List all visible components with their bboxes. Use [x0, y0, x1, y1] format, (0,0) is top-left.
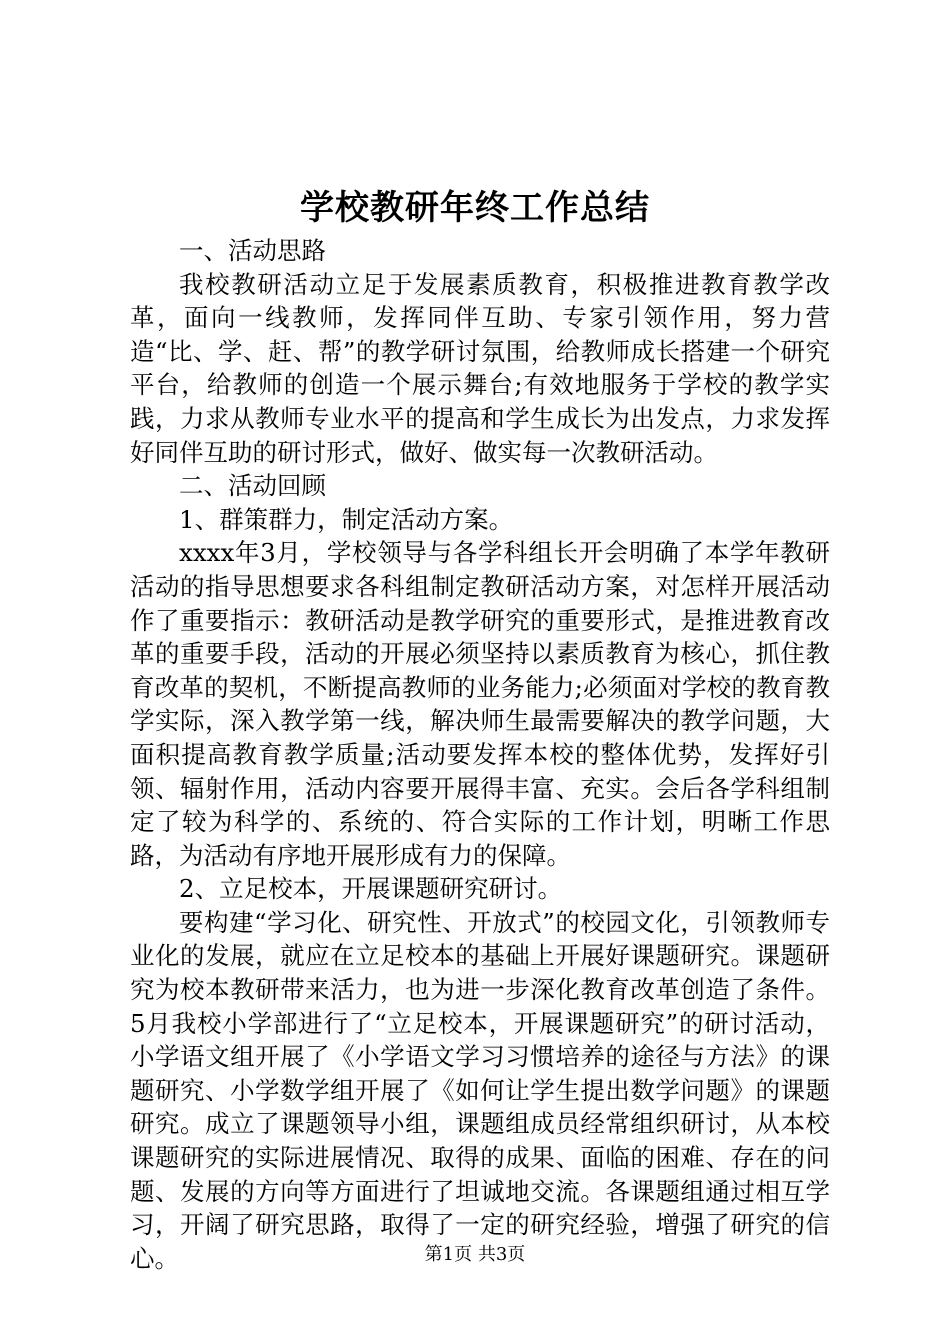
body-paragraph: 要构建“学习化、研究性、开放式”的校园文化，引领教师专业化的发展，就应在立足校本的基础上开展好课题研究。课题研究为校本教研带来活力，也为进一步深化教育改革创造了条件。5月我校小学部进行了“立足校本，开展课题研究”的研讨活动，小学语文组开展了《小学语文学习习惯培养的途径与方法》的课题研究、小学数学组开展了《如何让学生提出数学问题》的课题研究。成立了课题领导小组，课题组成员经常组织研讨，从本校课题研究的实际进展情况、取得的成果、面临的困难、存在的问题、发展的方向等方面进行了坦诚地交流。各课题组通过相互学习，开阔了研究思路，取得了一定的研究经验，增强了研究的信心。: [130, 907, 830, 1273]
section-heading: 一、活动思路: [179, 236, 326, 265]
body-paragraph: 我校教研活动立足于发展素质教育，积极推进教育教学改革，面向一线教师，发挥同伴互助、专家引领作用，努力营造“比、学、赶、帮”的教学研讨氛围，给教师成长搭建一个研究平台，给教师的创造一个展示舞台;有效地服务于学校的教学实践，力求从教师专业水平的提高和学生成长为出发点，力求发挥好同伴互助的研讨形式，做好、做实每一次教研活动。: [130, 269, 830, 467]
page-number-footer: 第1页 共3页: [424, 1244, 526, 1265]
subsection-heading: 2、立足校本，开展课题研究研讨。: [179, 874, 563, 904]
document-title: 学校教研年终工作总结: [300, 188, 650, 228]
document-body: [130, 234, 830, 1275]
section-heading: 二、活动回顾: [179, 471, 326, 501]
subsection-heading: 1、群策群力，制定活动方案。: [179, 504, 514, 534]
body-paragraph: xxxx年3月，学校领导与各学科组长开会明确了本学年教研活动的指导思想要求各科组制定教研活动方案，对怎样开展活动作了重要指示：教研活动是教学研究的重要形式，是推进教育改革的重要手段，活动的开展必须坚持以素质教育为核心，抓住教育改革的契机，不断提高教师的业务能力;必须面对学校的教育教学实际，深入教学第一线，解决师生最需要解决的教学问题，大面积提高教育教学质量;活动要发挥本校的整体优势，发挥好引领、辐射作用，活动内容要开展得丰富、充实。会后各学科组制定了较为科学的、系统的、符合实际的工作计划，明晰工作思路，为活动有序地开展形成有力的保障。: [130, 538, 830, 870]
